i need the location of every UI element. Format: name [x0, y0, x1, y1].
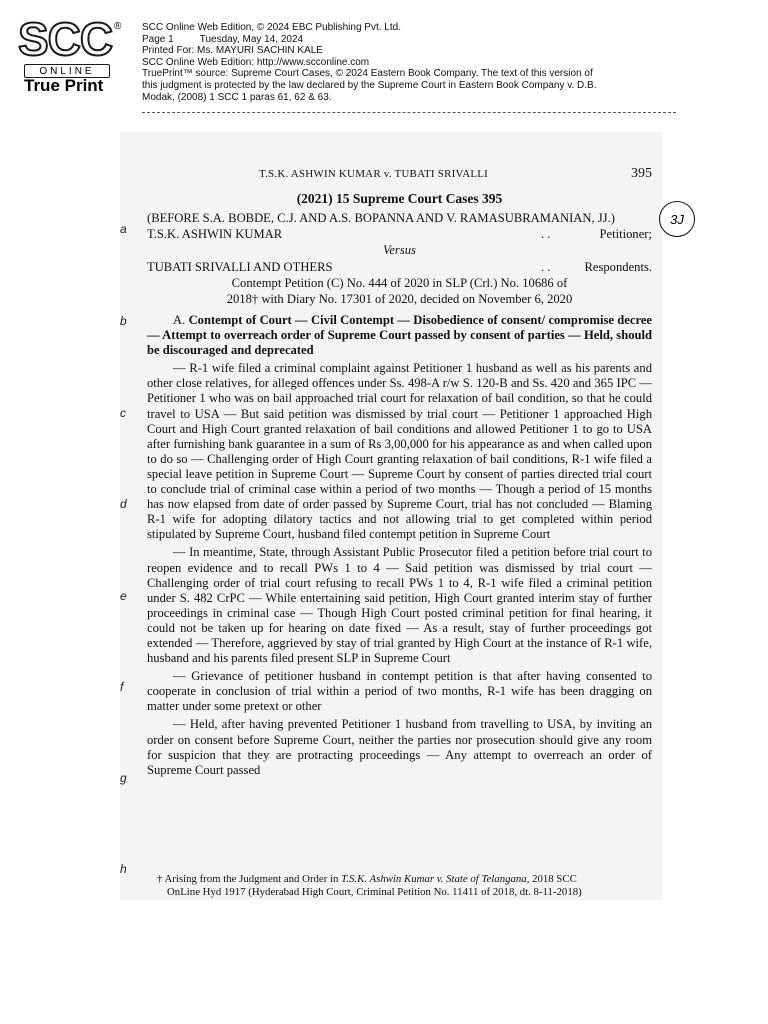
logo-online-text: ONLINE [24, 64, 110, 78]
logo-registered-mark: ® [114, 21, 122, 32]
logo-scc-text: SCC [18, 13, 113, 65]
petition-info-line: 2018† with Diary No. 17301 of 2020, decided on November 6, 2020 [226, 292, 573, 306]
running-title: T.S.K. ASHWIN KUMAR v. TUBATI SRIVALLI [259, 168, 489, 180]
footnote-prefix: † Arising from the Judgment and Order in [157, 873, 342, 885]
header-printed-for: Printed For: Ms. MAYURI SACHIN KALE [142, 45, 323, 57]
headnote [147, 313, 652, 778]
judgment-page [147, 166, 652, 781]
petitioner-name: T.S.K. ASHWIN KUMAR [147, 227, 283, 241]
header-page: Page 1 [142, 33, 174, 45]
headnote-topic-text: Contempt of Court — Civil Contempt — Disobedience of consent/ compromise decree — Attempt to overreach order of Supreme Court passed by consent of parties — Held, should be discouraged and deprecated [147, 313, 653, 358]
petition-info-line: Contempt Petition (C) No. 444 of 2020 in SLP (Crl.) No. 10686 of [231, 276, 568, 290]
margin-letter: f [120, 680, 124, 694]
header-edition: SCC Online Web Edition, © 2024 EBC Publishing Pvt. Ltd. [142, 22, 401, 33]
header-divider [142, 112, 676, 113]
case-citation: (2021) 15 Supreme Court Cases 395 [296, 191, 503, 206]
respondent-row [147, 259, 652, 275]
bench-line: (BEFORE S.A. BOBDE, C.J. AND A.S. BOPANNA AND V. RAMASUBRAMANIAN, JJ.) [147, 211, 615, 225]
respondent-role: Respondents. [584, 260, 652, 274]
versus-label: Versus [383, 243, 416, 257]
margin-letter: a [120, 222, 127, 236]
header-source-line: TruePrint™ source: Supreme Court Cases, © 2024 Eastern Book Company. The text of this version of [142, 68, 593, 80]
header-page-date [142, 34, 742, 46]
margin-letter: g [120, 771, 127, 785]
footnote-suffix: , 2018 SCC [526, 873, 577, 885]
header-source-line: this judgment is protected by the law declared by the Supreme Court in Eastern Book Company v. D.B. [142, 79, 597, 91]
footnote-case-name: T.S.K. Ashwin Kumar v. State of Telangana [341, 873, 527, 885]
petitioner-row [147, 226, 652, 242]
header-source-line: Modak, (2008) 1 SCC 1 paras 61, 62 & 63. [142, 91, 332, 103]
logo-trueprint-text: True Print [24, 76, 104, 95]
petitioner-dots: . . [541, 227, 551, 241]
running-header [147, 166, 652, 186]
footnote-line2: OnLine Hyd 1917 (Hyderabad High Court, Criminal Petition No. 11411 of 2018, dt. 8-11-2018) [167, 886, 582, 899]
petitioner-role: Petitioner; [599, 227, 652, 241]
header-web-edition: SCC Online Web Edition: http://www.scconline.com [142, 56, 370, 68]
petition-info [147, 275, 652, 307]
margin-letter: e [120, 589, 127, 603]
headnote-paragraph: — In meantime, State, through Assistant Public Prosecutor filed a petition before trial court to reopen evidence and to recall PWs 1 to 4 — Said petition was dismissed by trial court — Challenging order of trial court refusing to recall PWs 1 to 4, R-1 wife filed a criminal petition under S. 482 CrPC — While entertaining said petition, High Court granted interim stay of further proceedings in criminal case — Though High Court posted criminal petition for final hearing, it could not be taken up for hearing on date fixed — As a result, stay of further proceedings got extended — Therefore, aggrieved by stay of trial granted by High Court at the instance of R-1 wife, husband and his parents filed present SLP in Supreme Court [147, 545, 652, 666]
headnote-paragraph: — R-1 wife filed a criminal complaint against Petitioner 1 husband as well as his parents and other close relatives, for alleged offences under Ss. 498-A r/w S. 120-B and Ss. 420 and 365 IPC — Petitioner 1 who was on bail approached trial court for relaxation of bail condition, so that he could travel to USA — But said petition was dismissed by trial court — Petitioner 1 approached High Court and High Court granted relaxation of bail conditions and allowed Petitioner 1 to go to USA after furnishing bank guarantee in a sum of Rs 3,00,000 for his appearance as and when called upon to do so — Challenging order of High Court granting relaxation of bail conditions, R-1 wife filed a special leave petition in Supreme Court — Supreme Court by consent of parties directed trial court to conclude trial of criminal case within a period of two months — Though a period of 15 months has now elapsed from date of order passed by Supreme Court, trial has not concluded — Blaming R-1 wife for adopting dilatory tactics and not allowing trial to get completed within period stipulated by Supreme Court, husband filed contempt petition in Supreme Court [147, 361, 652, 542]
headnote-paragraph: — Grievance of petitioner husband in contempt petition is that after having consented to cooperate in conclusion of trial within a period of two months, R-1 wife has been dragging on matter under some pretext or other [147, 669, 652, 714]
print-header [142, 22, 742, 103]
headnote-paragraph: — Held, after having prevented Petitioner 1 husband from travelling to USA, by inviting an order on consent before Supreme Court, neither the parties nor prosecution should give any room for suspicion that they are protracting proceedings — Any attempt to overreach an order of Supreme Court passed [147, 717, 652, 777]
respondent-dots: . . [541, 260, 551, 274]
circled-annotation-mark: 3J [659, 201, 695, 237]
headnote-topic [147, 313, 652, 358]
margin-letter: b [120, 314, 127, 328]
margin-letter: h [120, 862, 127, 876]
header-date: Tuesday, May 14, 2024 [199, 33, 304, 45]
page-number: 395 [631, 166, 652, 181]
scc-online-logo [14, 13, 124, 95]
respondent-name: TUBATI SRIVALLI AND OTHERS [147, 260, 333, 274]
footnote [157, 873, 652, 900]
headnote-letter: A. [173, 313, 186, 327]
margin-letter: c [120, 406, 126, 420]
margin-letter: d [120, 497, 127, 511]
